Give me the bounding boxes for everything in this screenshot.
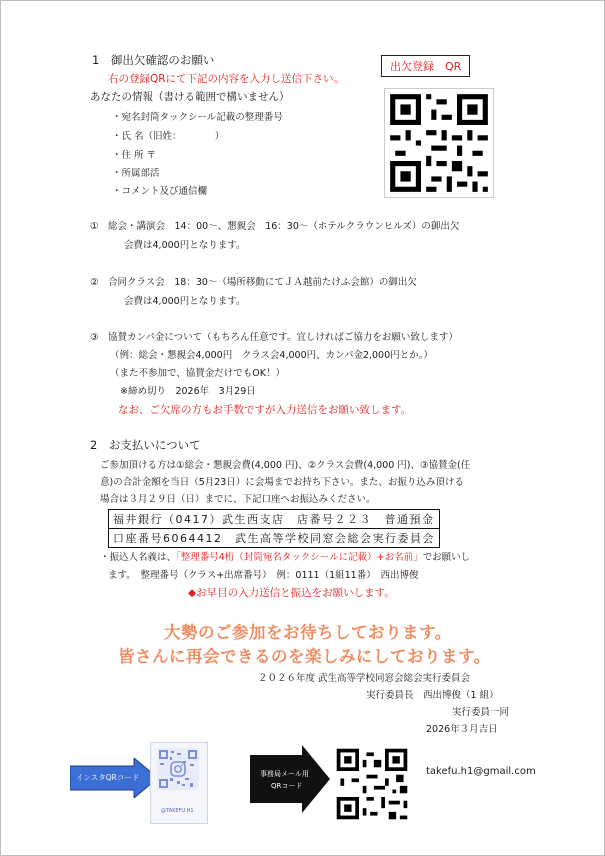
transfer-name-line2: ます。 整理番号（クラス+出席番号） 例：0111（1組11番） 西出博俊 bbox=[108, 570, 419, 581]
section2-heading: 2 お支払いについて bbox=[90, 438, 201, 452]
info-item-comment: ・コメント及び通信欄 bbox=[112, 186, 208, 197]
option3-donation-only: （また不参加で、協賛金だけでもOK！） bbox=[110, 368, 286, 379]
attendance-qr-code[interactable] bbox=[384, 88, 494, 198]
closing-line2: 皆さんに再会できるのを楽しみにしております。 bbox=[118, 647, 491, 666]
payment-para-line2: 意)の合計金額を当日（5月23日）に会場までお持ち下さい。また、お振り込み頂ける bbox=[100, 477, 464, 488]
mail-qr-code[interactable] bbox=[333, 745, 411, 823]
signature-committee: ２０２６年度 武生高等学校同窓会総会実行委員会 bbox=[258, 673, 471, 684]
info-item-club: ・所属部活 bbox=[112, 168, 160, 179]
insta-handle: @TAKEFU.H1 bbox=[161, 808, 194, 814]
early-request: ◆お早目の入力送信と振込をお願いします。 bbox=[188, 587, 395, 599]
transfer-name-line1 bbox=[100, 549, 470, 563]
deadline: ※締め切り 2026年 3月29日 bbox=[120, 386, 256, 397]
attendance-qr-label: 出欠登録 QR bbox=[381, 55, 470, 77]
contact-email[interactable]: takefu.h1@gmail.com bbox=[426, 766, 536, 777]
transfer-prefix: ・振込人名義は、 bbox=[100, 552, 177, 563]
mail-arrow-label1: 事務局メール用 bbox=[260, 770, 309, 778]
section1-heading: 1 御出欠確認のお願い bbox=[92, 53, 215, 67]
transfer-suffix: でお願いし bbox=[422, 552, 471, 563]
payment-para-line3: 場合は３月２９日（日）までに、下記口座へお振込みください。 bbox=[100, 494, 376, 505]
option2-line2: 会費は4,000円となります。 bbox=[124, 296, 246, 307]
option1-line2: 会費は4,000円となります。 bbox=[124, 240, 246, 251]
arrow-right-icon-dark bbox=[250, 745, 330, 813]
option3-line1: ③ 協賛カンパ金について（もちろん任意です。宜しければご協力をお願い致します） bbox=[90, 332, 458, 343]
option1-line1: ① 総会・講演会 14：00～、懇親会 16：30～（ホテルクラウンヒルズ）の御出欠 bbox=[90, 221, 460, 232]
info-label: あなたの情報（書ける範囲で構いません） bbox=[90, 91, 290, 103]
option3-example: （例：総会・懇親会4,000円 クラス会4,000円、カンパ金2,000円とか。） bbox=[110, 350, 433, 361]
mail-arrow-label2: QRコード bbox=[271, 782, 303, 790]
payment-para-line1: ご参加頂ける方は①総会・懇親会費(4,000 円)、②クラス会費(4,000 円)、③協賛金(任 bbox=[100, 460, 471, 471]
insta-qr-code[interactable] bbox=[157, 748, 199, 802]
info-item-number: ・宛名封筒タックシール記載の整理番号 bbox=[112, 112, 283, 123]
signature-members: 実行委員一同 bbox=[452, 707, 510, 718]
closing-line1: 大勢のご参加をお待ちしております。 bbox=[164, 623, 452, 642]
option2-line1: ② 合同クラス会 18：30～（場所移動にてＪＡ越前たけふ会館）の御出欠 bbox=[90, 277, 417, 288]
insta-arrow-label: インスタQRコード bbox=[76, 773, 140, 782]
transfer-name-format: 「整理番号4桁（封筒宛名タックシールに記載）+お名前」 bbox=[176, 552, 423, 563]
bank-account-line2: 口座番号6064412 武生高等学校同窓会総会実行委員会 bbox=[108, 528, 440, 548]
info-item-name: ・氏 名（旧姓： ） bbox=[112, 131, 225, 142]
section1-instruction: 右の登録QRにて下記の内容を入力し送信下さい。 bbox=[108, 73, 345, 85]
absence-note: なお、ご欠席の方もお手数ですが入力送信をお願い致します。 bbox=[118, 404, 412, 416]
info-item-address: ・住 所 〒 bbox=[112, 150, 157, 161]
bank-account-line1: 福井銀行（0417）武生西支店 店番号２２３ 普通預金 bbox=[108, 509, 440, 529]
signature-date: 2026年３月吉日 bbox=[426, 724, 498, 735]
signature-chair: 実行委員長 西出博俊（1 組） bbox=[366, 690, 499, 701]
